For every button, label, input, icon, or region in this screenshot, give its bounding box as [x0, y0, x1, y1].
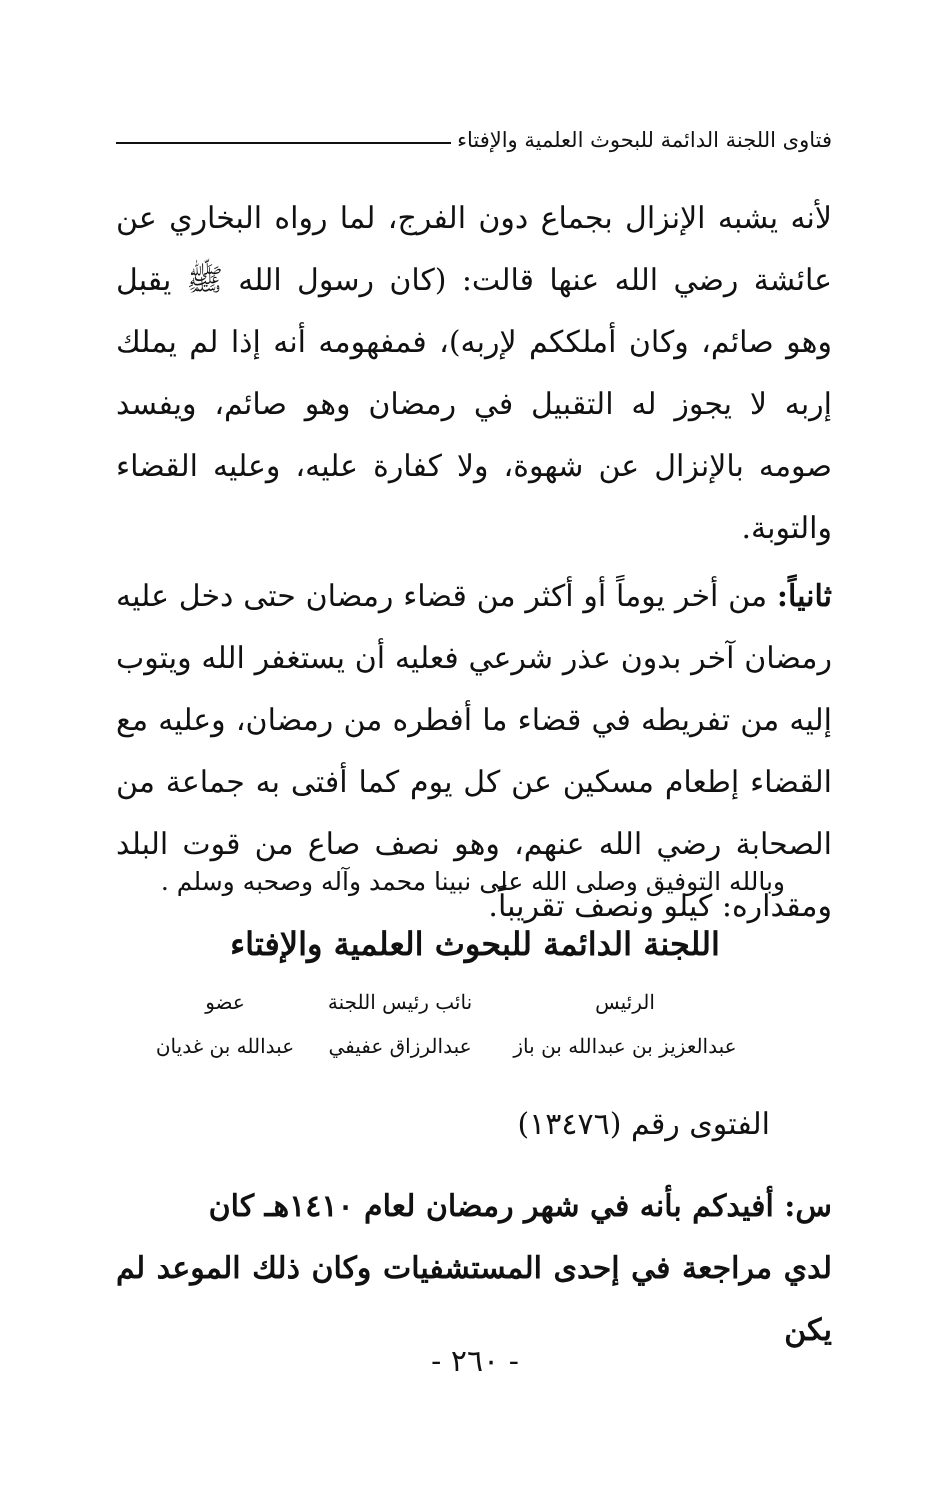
committee-name: اللجنة الدائمة للبحوث العلمية والإفتاء — [230, 925, 720, 963]
signatory-role-president: الرئيس — [595, 990, 655, 1014]
signatory-role-member: عضو — [205, 990, 245, 1014]
fatwa-number: الفتوى رقم (١٣٤٧٦) — [517, 1107, 770, 1142]
question-line-1: س: أفيدكم بأنه في شهر رمضان لعام ١٤١٠هـ كان — [208, 1189, 832, 1224]
signatory-name-vice: عبدالرزاق عفيفي — [328, 1034, 472, 1058]
page-number: - ٢٦٠ - — [431, 1344, 519, 1379]
signatory-roles — [155, 987, 745, 1017]
signatory-name-member: عبدالله بن غديان — [155, 1034, 295, 1058]
signatory-role-vice: نائب رئيس اللجنة — [327, 990, 473, 1014]
running-header — [116, 120, 832, 160]
question-line-2: لدي مراجعة في إحدى المستشفيات وكان ذلك الموعد لم يكن — [116, 1251, 832, 1348]
signatory-names — [155, 1031, 745, 1061]
running-title: فتاوى اللجنة الدائمة للبحوث العلمية والإفتاء — [457, 128, 832, 152]
question-text — [116, 1176, 832, 1362]
paragraph-2-text: من أخر يوماً أو أكثر من قضاء رمضان حتى دخل عليه رمضان آخر بدون عذر شرعي فعليه أن يستغفر الله ويتوب إليه من تفريطه في قضاء ما أفطره من رمضان، وعليه مع القضاء إطعام مسكين عن كل يوم كما أفتى به جماعة من الصحابة رضي الله عنهم، وهو نصف صاع من قوت البلد ومقداره: كيلو ونصف تقريباً. — [116, 579, 832, 924]
header-rule — [116, 142, 451, 144]
answer-paragraph-1: لأنه يشبه الإنزال بجماع دون الفرج، لما رواه البخاري عن عائشة رضي الله عنها قالت: (كان رسول الله ﷺ يقبل وهو صائم، وكان أملككم لإربه)، فمفهومه أنه إذا لم يملك إربه لا يجوز له التقبيل في رمضان وهو صائم، ويفسد صومه بالإنزال عن شهوة، ولا كفارة عليه، وعليه القضاء والتوبة. — [116, 201, 832, 546]
paragraph-2-lead: ثانياً: — [776, 579, 832, 614]
closing-formula: وبالله التوفيق وصلى الله على نبينا محمد وآله وصحبه وسلم . — [160, 867, 785, 896]
answer-text — [116, 188, 832, 938]
signatory-name-president: عبدالعزيز بن عبدالله بن باز — [513, 1034, 737, 1058]
